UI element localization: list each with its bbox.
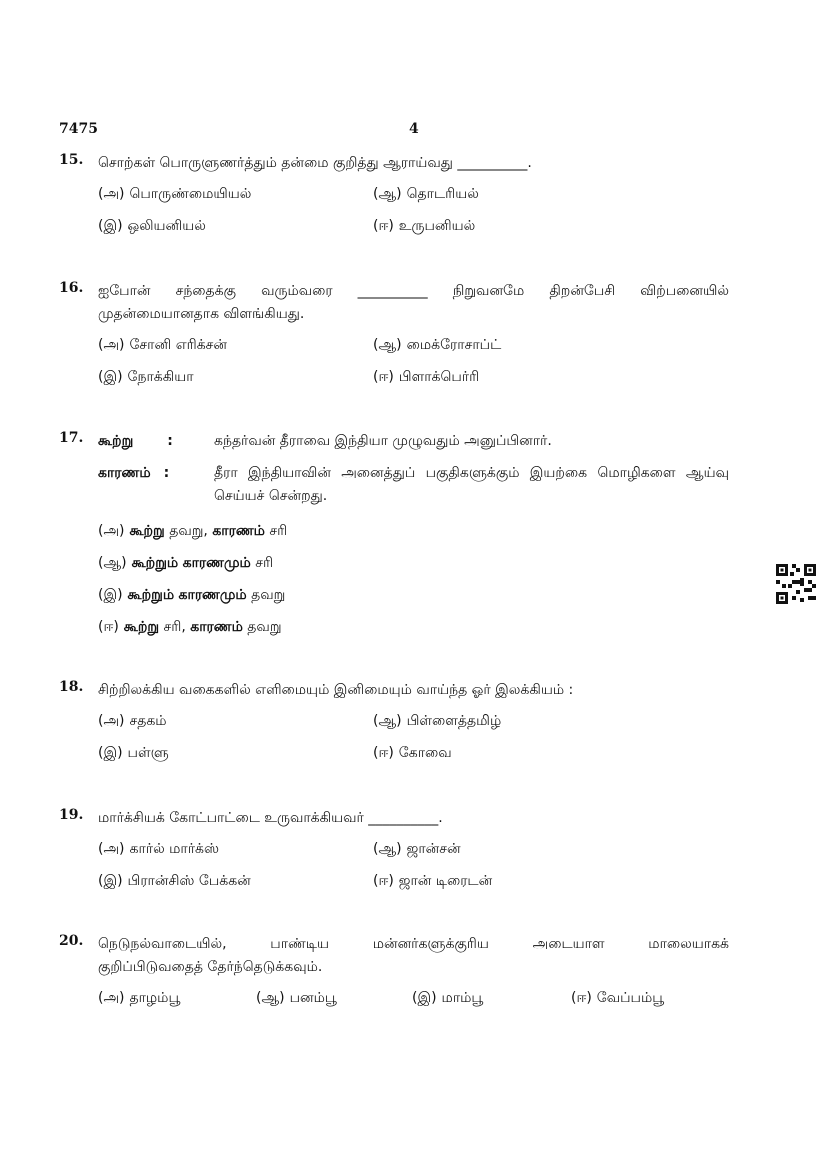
option-c: (இ) நோக்கியா [98, 369, 194, 385]
page-number: 4 [409, 121, 419, 137]
option-b: (ஆ) பனம்பூ [256, 990, 337, 1006]
option-b: (ஆ) பிள்ளைத்தமிழ் [373, 713, 502, 729]
question-number: 18. [59, 679, 84, 695]
question-number: 19. [59, 807, 84, 823]
question-17 [59, 430, 729, 648]
option-c: (இ) ஒலியனியல் [98, 218, 206, 234]
assertion-separator: : [167, 433, 173, 449]
question-text-line1: ஐபோன் சந்தைக்கு வரும்வரை __________ நிறுவனமே திறன்பேசி விற்பனையில் [98, 283, 729, 299]
reason-row [98, 462, 729, 508]
reason-separator: : [163, 465, 170, 481]
question-number: 16. [59, 280, 84, 296]
option-d: (ஈ) கோவை [373, 745, 452, 761]
question-text-line1: நெடுநல்வாடையில், பாண்டிய மன்னர்களுக்குரிய அடையாள மாலையாகக் [98, 936, 729, 952]
option-a: (அ) சதகம் [98, 713, 167, 729]
option-b: (ஆ) மைக்ரோசாப்ட் [373, 337, 502, 353]
option-c: (இ) மாம்பூ [412, 990, 484, 1006]
assertion-row [98, 430, 729, 453]
option-d: (ஈ) கூற்று சரி, காரணம் தவறு [98, 619, 282, 635]
question-number: 20. [59, 933, 84, 949]
reason-key: காரணம் [98, 465, 151, 481]
option-b: (ஆ) தொடரியல் [373, 186, 479, 202]
paper-code: 7475 [59, 121, 98, 137]
question-19 [59, 807, 729, 902]
option-d: (ஈ) பிளாக்பெர்ரி [373, 369, 480, 385]
option-c: (இ) பள்ளு [98, 745, 169, 761]
option-c: (இ) பிரான்சிஸ் பேக்கன் [98, 873, 251, 889]
reason-text: தீரா இந்தியாவின் அனைத்துப் பகுதிகளுக்கும் இயற்கை மொழிகளை ஆய்வு செய்யச் சென்றது. [214, 465, 729, 504]
question-text-line2: குறிப்பிடுவதைத் தேர்ந்தெடுக்கவும். [98, 959, 323, 975]
option-a: (அ) கார்ல் மார்க்ஸ் [98, 841, 220, 857]
option-c: (இ) கூற்றும் காரணமும் தவறு [98, 587, 286, 603]
option-a: (அ) கூற்று தவறு, காரணம் சரி [98, 523, 288, 539]
question-text: மார்க்சியக் கோட்பாட்டை உருவாக்கியவர் __________. [98, 810, 443, 826]
question-number: 15. [59, 152, 84, 168]
qr-code-icon [776, 564, 816, 604]
question-18 [59, 679, 729, 774]
option-d: (ஈ) வேப்பம்பூ [571, 990, 665, 1006]
option-b: (ஆ) கூற்றும் காரணமும் சரி [98, 555, 274, 571]
question-number: 17. [59, 430, 84, 446]
question-15 [59, 152, 729, 247]
assertion-key: கூற்று [98, 433, 134, 449]
option-b: (ஆ) ஜான்சன் [373, 841, 461, 857]
question-16 [59, 280, 729, 398]
option-a: (அ) சோனி எரிக்சன் [98, 337, 227, 353]
question-20 [59, 933, 729, 1019]
question-text: சிற்றிலக்கிய வகைகளில் எளிமையும் இனிமையும் வாய்ந்த ஓர் இலக்கியம் : [98, 682, 574, 698]
question-text-line2: முதன்மையானதாக விளங்கியது. [98, 306, 305, 322]
assertion-text: கந்தர்வன் தீராவை இந்தியா முழுவதும் அனுப்பினார். [214, 433, 552, 449]
option-a: (அ) தாழம்பூ [98, 990, 181, 1006]
option-a: (அ) பொருண்மையியல் [98, 186, 252, 202]
option-d: (ஈ) ஜான் டிரைடன் [373, 873, 493, 889]
option-d: (ஈ) உருபனியல் [373, 218, 476, 234]
question-text: சொற்கள் பொருளுணர்த்தும் தன்மை குறித்து ஆராய்வது __________. [98, 155, 532, 171]
